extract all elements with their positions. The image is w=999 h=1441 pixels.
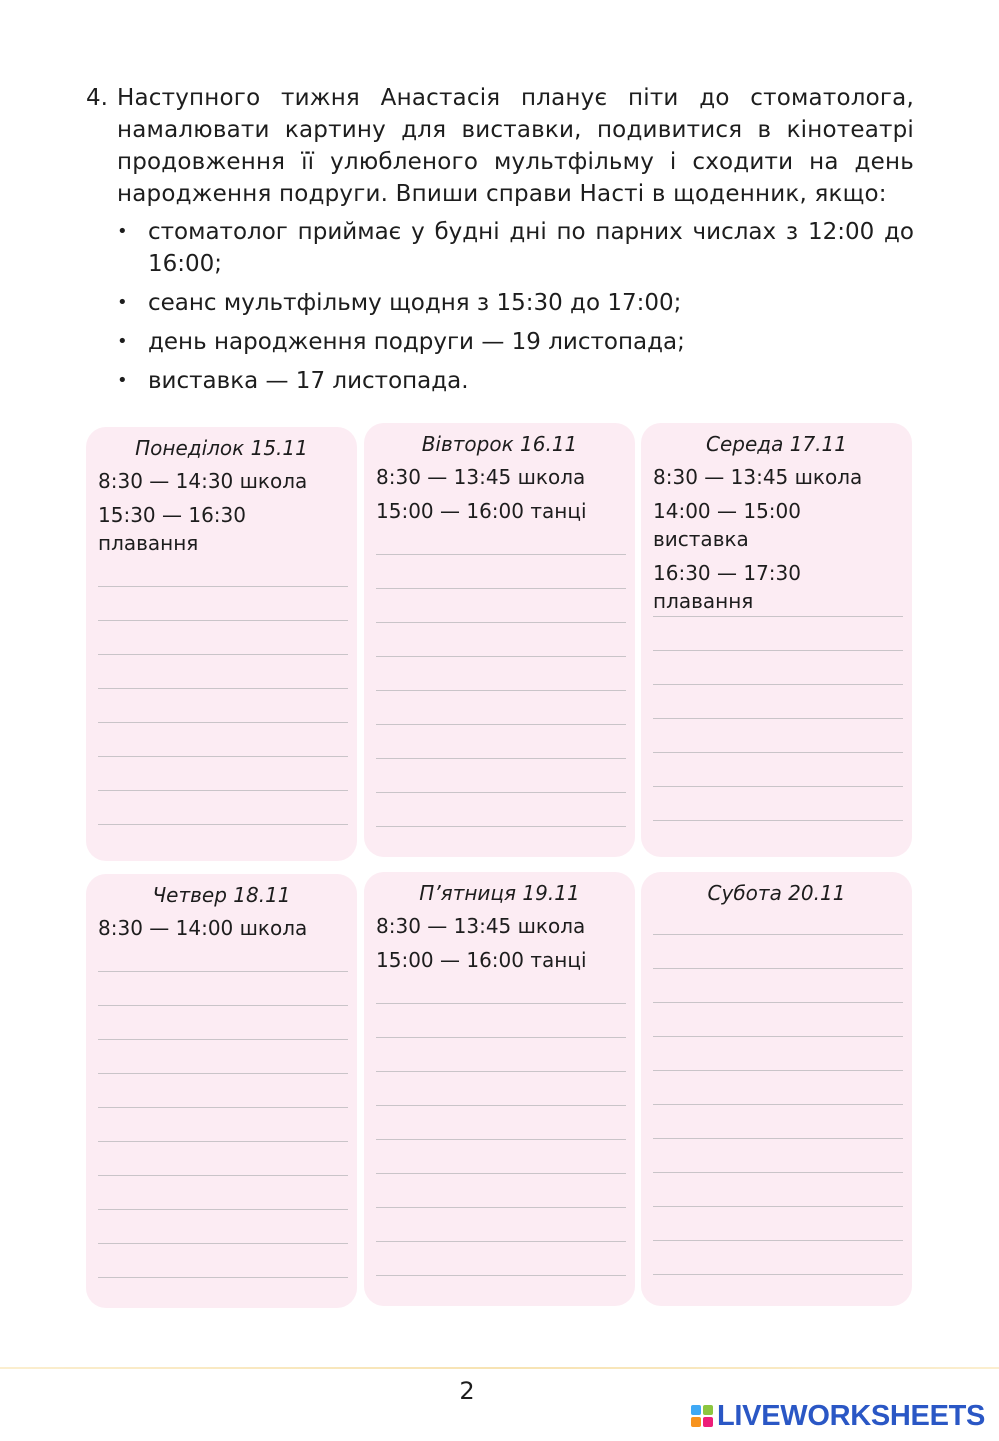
day-title: Вівторок 16.11 (421, 432, 578, 456)
bullet-icon: • (117, 331, 128, 352)
schedule-entry: 8:30 — 13:45 школа (376, 465, 586, 489)
day-title: Субота 20.11 (707, 881, 846, 905)
schedule-entry: 14:00 — 15:00 виставка (653, 499, 801, 551)
task-text: Наступного тижня Анастасія планує піти до стоматолога, намалювати картину для виставки, подивитися в кінотеатрі продовження її улюбленого мультфільму і сходити на день народження подруги. Впиши справи Насті в щоденник, якщо: (117, 85, 914, 207)
bullet-icon: • (117, 221, 128, 242)
footer-divider (0, 1367, 999, 1369)
bullet-icon: • (117, 370, 128, 391)
condition-item: • день народження подруги — 19 листопада; (117, 326, 914, 358)
schedule-entry: 15:30 — 16:30 плавання (98, 503, 246, 555)
liveworksheets-brand[interactable] (691, 1400, 985, 1432)
day-title: Середа 17.11 (706, 432, 847, 456)
conditions-list (117, 216, 914, 397)
bullet-icon: • (117, 292, 128, 313)
schedule-entry: 8:30 — 13:45 школа (376, 914, 586, 938)
schedule-entry: 15:00 — 16:00 танці (376, 499, 587, 523)
schedule-entry: 8:30 — 14:00 школа (98, 916, 308, 940)
brand-name: LIVEWORKSHEETS (717, 1399, 986, 1432)
day-card-tuesday (364, 423, 635, 857)
condition-item: • сеанс мультфільму щодня з 15:30 до 17:00; (117, 287, 914, 319)
schedule-entry: 15:00 — 16:00 танці (376, 948, 587, 972)
day-title: Понеділок 15.11 (135, 436, 308, 460)
day-title: П’ятниця 19.11 (419, 881, 580, 905)
condition-item: • виставка — 17 листопада. (117, 365, 914, 397)
liveworksheets-logo-icon (691, 1405, 713, 1427)
task-4 (86, 82, 914, 404)
schedule-entry: 8:30 — 13:45 школа (653, 465, 863, 489)
schedule-entry: 8:30 — 14:30 школа (98, 469, 308, 493)
day-title: Четвер 18.11 (152, 883, 291, 907)
day-card-monday (86, 427, 357, 861)
day-card-saturday (641, 872, 912, 1306)
page-number: 2 (459, 1377, 475, 1405)
schedule-entry: 16:30 — 17:30 плавання (653, 561, 801, 613)
day-card-friday (364, 872, 635, 1306)
task-number: 4. (86, 85, 108, 111)
condition-item: • стоматолог приймає у будні дні по парних числах з 12:00 до 16:00; (117, 216, 914, 280)
day-card-thursday (86, 874, 357, 1308)
day-card-wednesday (641, 423, 912, 857)
